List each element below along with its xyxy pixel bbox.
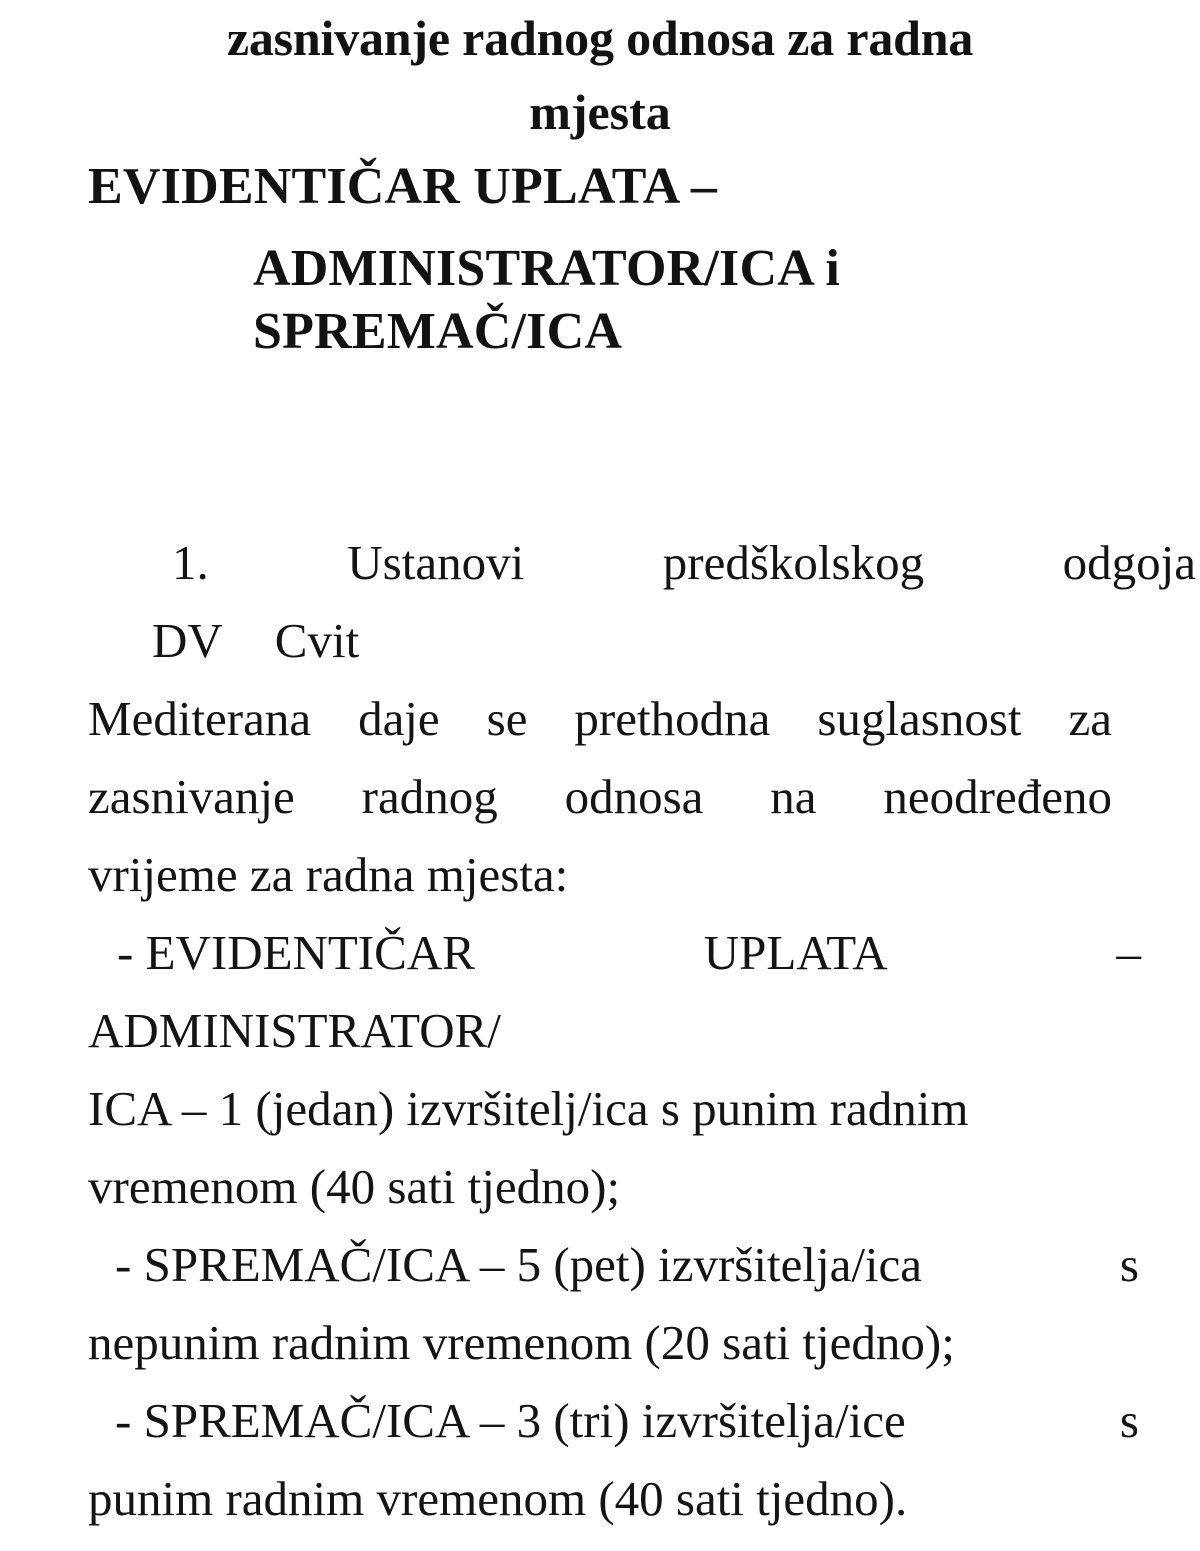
bullet-evidenticar-uplata: UPLATA <box>703 925 888 980</box>
body-line-numbered-item <box>88 524 1196 602</box>
body-word-neodredeno: neodređeno <box>883 769 1112 824</box>
body-line-mediterana <box>88 680 1112 758</box>
body-line-institution-name <box>88 602 1176 680</box>
body-word-ustanovi: Ustanovi <box>347 535 525 590</box>
bullet-spremac-5-line-1 <box>88 1226 1139 1304</box>
bullet-spremac-3-trailing-s: s <box>1119 1393 1139 1448</box>
bullet-spremac-3-line-1 <box>88 1382 1139 1460</box>
body-word-suglasnost: suglasnost <box>817 691 1022 746</box>
list-item-number: 1. <box>172 535 209 590</box>
body-word-se: se <box>486 691 528 746</box>
body-word-zasnivanje: zasnivanje <box>88 769 295 824</box>
word-gap <box>223 602 275 680</box>
bullet-evidenticar-line-1 <box>88 914 1141 992</box>
bullet-spremac-5-trailing-s: s <box>1119 1237 1139 1292</box>
body-word-cvit: Cvit <box>274 613 360 668</box>
body-word-na: na <box>770 769 817 824</box>
body-line-zasnivanje <box>88 758 1112 836</box>
bullet-spremac-5-line-2: nepunim radnim vremenom (20 sati tjedno); <box>88 1315 955 1370</box>
bullet-spremac-5-label: - SPREMAČ/ICA – 5 (pet) izvršitelja/ica <box>115 1237 923 1292</box>
body-word-mediterana: Mediterana <box>88 691 312 746</box>
body-word-predskolskog: predškolskog <box>662 535 925 590</box>
heading-line-2: mjesta <box>529 84 671 140</box>
body-word-za: za <box>1068 691 1112 746</box>
bullet-evidenticar-line-2: ADMINISTRATOR/ <box>88 1003 501 1058</box>
body-word-odnosa: odnosa <box>564 769 704 824</box>
bullet-spremac-3-line-2: punim radnim vremenom (40 sati tjedno). <box>88 1471 908 1526</box>
bullet-evidenticar-label: - EVIDENTIČAR <box>117 925 475 980</box>
document-body <box>88 524 1196 1538</box>
heading-line-4-job-title-administrator: ADMINISTRATOR/ICA i <box>253 240 840 297</box>
heading-line-3-job-title-evidenticar: EVIDENTIČAR UPLATA – <box>88 158 718 215</box>
body-word-daje: daje <box>358 691 440 746</box>
body-word-odgoja: odgoja <box>1062 535 1196 590</box>
heading-line-1: zasnivanje radnog odnosa za radna <box>226 10 974 66</box>
body-word-dv: DV <box>152 613 223 668</box>
bullet-evidenticar-line-3: ICA – 1 (jedan) izvršitelj/ica s punim radnim <box>88 1081 969 1136</box>
body-word-prethodna: prethodna <box>574 691 771 746</box>
bullet-evidenticar-dash: – <box>1116 925 1141 980</box>
heading-line-5-job-title-spremac: SPREMAČ/ICA <box>253 303 623 360</box>
body-word-radnog: radnog <box>361 769 498 824</box>
bullet-evidenticar-line-4: vremenom (40 sati tjedno); <box>88 1159 621 1214</box>
bullet-spremac-3-label: - SPREMAČ/ICA – 3 (tri) izvršitelja/ice <box>115 1393 906 1448</box>
body-line-vrijeme: vrijeme za radna mjesta: <box>88 847 569 902</box>
